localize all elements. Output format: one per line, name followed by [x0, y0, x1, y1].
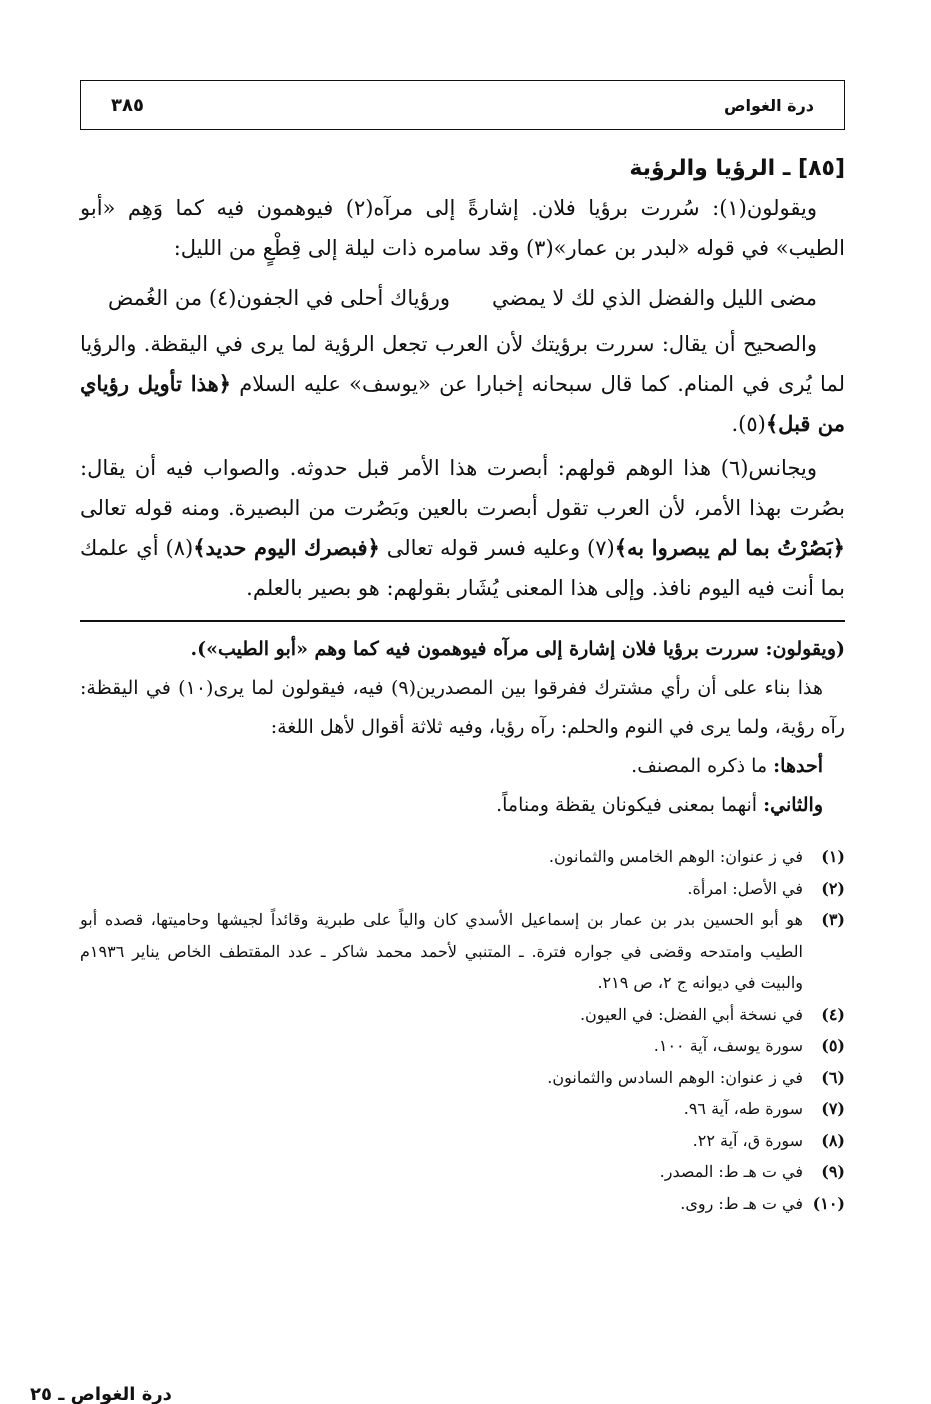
section-heading: [٨٥] ـ الرؤيا والرؤية	[629, 156, 845, 181]
footnote-text: في ز عنوان: الوهم الخامس والثمانون.	[548, 847, 803, 866]
paragraph-3-part-c: (٨) أي علمك بما أنت فيه اليوم نافذ. وإلى هذا المعنى يُشَار بقولهم: هو بصير بالعلم.	[80, 536, 845, 600]
footnote-number: (١٠)	[812, 1193, 845, 1213]
footnote	[80, 904, 845, 999]
commentary-first-label: أحدها:	[773, 755, 823, 777]
footnote-text: في ت هـ ط: المصدر.	[659, 1162, 803, 1181]
quran-quote-qaf: ﴿فبصرك اليوم حديد﴾	[193, 535, 380, 560]
footnote	[80, 873, 845, 905]
signature-mark: درة الغواص ـ ٢٥	[30, 1384, 172, 1404]
book-page	[80, 80, 845, 1219]
footnote-text: سورة يوسف، آية ١٠٠.	[653, 1036, 803, 1055]
commentary-block	[80, 630, 845, 825]
footnote-number: (٧)	[821, 1099, 845, 1118]
commentary-second	[80, 786, 845, 825]
footnote-text: سورة طه، آية ٩٦.	[683, 1099, 803, 1118]
paragraph-3	[80, 448, 845, 608]
quran-quote-taha: ﴿بَصُرْتُ بما لم يبصروا به﴾	[614, 535, 845, 560]
commentary-first-text: ما ذكره المصنف.	[631, 755, 774, 777]
quran-quote-yusuf: ﴿هذا تأويل رؤياي من قبل﴾	[80, 371, 845, 436]
footnote-number: (٥)	[821, 1036, 845, 1055]
footnote-number: (٢)	[821, 878, 845, 898]
page-number: ٣٨٥	[111, 94, 144, 116]
paragraph-2-text: والصحيح أن يقال: سررت برؤيتك لأن العرب تجعل الرؤية لما يرى في اليقظة. والرؤيا لما يُرى في المنام. كما قال سبحانه إخبارا عن «يوسف» عليه السلام	[80, 332, 845, 396]
poem-second-hemistich: ورؤياك أحلى في الجفون(٤) من الغُمض	[108, 286, 450, 310]
footnote	[80, 1093, 845, 1125]
footnote	[80, 1030, 845, 1062]
footnote-number: (٨)	[821, 1130, 845, 1150]
commentary-first	[80, 747, 845, 786]
footnote-text: في نسخة أبي الفضل: في العيون.	[579, 1004, 803, 1024]
poem-first-hemistich: مضى الليل والفضل الذي لك لا يمضي	[491, 286, 817, 310]
footnote	[80, 1062, 845, 1094]
commentary-divider	[80, 620, 845, 622]
footnote	[80, 841, 845, 873]
footnote	[80, 1125, 845, 1157]
paragraph-2-end: (٥).	[731, 412, 766, 436]
commentary-quote: (ويقولون: سررت برؤيا فلان إشارة إلى مرآه فيوهمون فيه كما وهم «أبو الطيب»).	[190, 638, 845, 660]
paragraph-3-part-a: ويجانس(٦) هذا الوهم قولهم: أبصرت هذا الأمر قبل حدوثه. والصواب فيه أن يقال: بصُرت بهذا الأمر، لأن العرب تقول أبصرت بالعين وبَصُرت من البصيرة. ومنه قوله تعالى	[80, 456, 845, 520]
footnote	[80, 1188, 845, 1220]
running-head-title: درة الغواص	[724, 95, 814, 115]
paragraph-2	[80, 324, 845, 444]
commentary-second-text: أنهما بمعنى فيكونان يقظة ومناماً.	[496, 794, 764, 816]
footnote	[80, 1156, 845, 1188]
paragraph-3-part-b: (٧) وعليه فسر قوله تعالى	[379, 536, 615, 560]
footnote-number: (٩)	[821, 1162, 845, 1181]
footnote-text: في ز عنوان: الوهم السادس والثمانون.	[547, 1067, 803, 1087]
footnote-text: سورة ق، آية ٢٢.	[692, 1130, 803, 1150]
footnotes	[80, 841, 845, 1219]
commentary-second-label: والثاني:	[763, 794, 823, 816]
page-header	[80, 80, 845, 130]
footnote-text: في ت هـ ط: روى.	[680, 1193, 803, 1213]
footnote-number: (٣)	[821, 910, 845, 929]
footnote-number: (١)	[821, 847, 845, 866]
poem-verse	[108, 278, 817, 318]
footnote-text: في الأصل: امرأة.	[687, 878, 803, 898]
footnote-text: هو أبو الحسين بدر بن عمار بن إسماعيل الأسدي كان والياً على طبرية وقائداً لجيشها وحاميتها، قصده أبو الطيب وامتدحه وقضى في جواره فترة. ـ المتنبي لأحمد محمد شاكر ـ عدد المقتطف الخاص يناير ١٩٣٦م والبيت في ديوانه ج ٢، ص ٢١٩.	[80, 910, 803, 992]
commentary-body: هذا بناء على أن رأي مشترك ففرقوا بين المصدرين(٩) فيه، فيقولون لما يرى(١٠) في اليقظة: رآه رؤية، ولما يرى في النوم والحلم: رآه رؤيا، وفيه ثلاثة أقوال لأهل اللغة:	[80, 677, 845, 738]
footnote-number: (٤)	[821, 1004, 845, 1024]
paragraph-1: ويقولون(١): سُررت برؤيا فلان. إشارةً إلى مرآه(٢) فيوهمون فيه كما وَهِم «أبو الطيب» في قوله «لبدر بن عمار»(٣) وقد سامره ذات ليلة إلى قِطْعٍ من الليل:	[80, 196, 845, 260]
footnote	[80, 999, 845, 1031]
footnote-number: (٦)	[821, 1067, 845, 1087]
